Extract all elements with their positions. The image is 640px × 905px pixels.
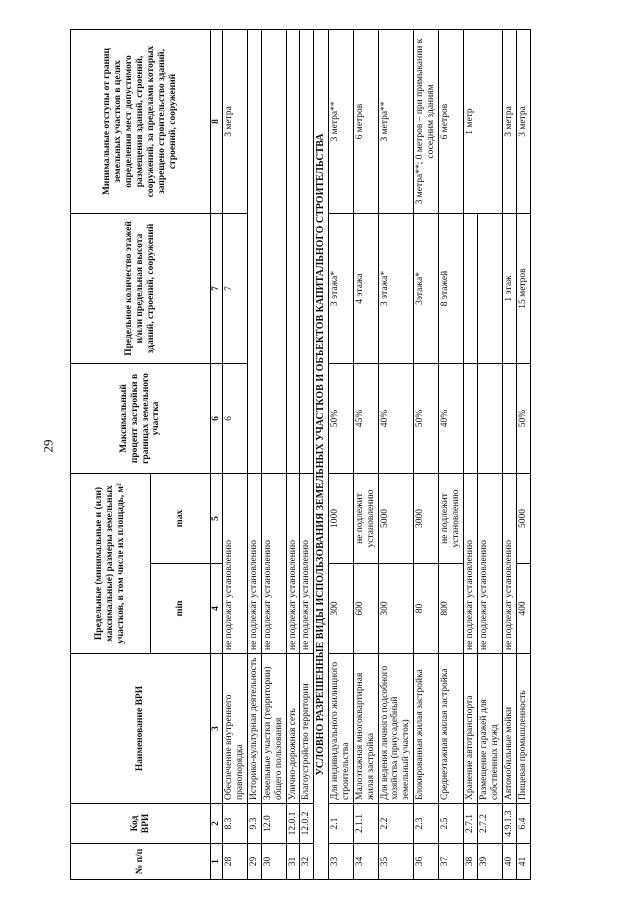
table-row: [300, 30, 314, 880]
col-number: 7: [211, 214, 223, 364]
table-row: [247, 30, 261, 880]
row-no: 34: [353, 844, 378, 880]
row-setback: 1 метр: [464, 30, 503, 214]
header-min: min: [151, 564, 211, 654]
row-floors: 4 этажа: [353, 214, 378, 364]
table-row: [439, 30, 464, 880]
header-no: № п/п: [71, 844, 211, 880]
row-setback: 6 метров: [353, 30, 378, 214]
header-floors: Предельное количество этажей и/или предельная высота зданий, строений, сооружений: [71, 214, 211, 364]
row-max: 5000: [516, 474, 530, 564]
row-area: не подлежат установлению: [286, 474, 300, 654]
row-setback: 3 метра: [502, 30, 516, 214]
header-name: Наименование ВРИ: [71, 654, 211, 804]
row-no: 36: [414, 844, 439, 880]
row-area: не подлежат установлению: [300, 474, 314, 654]
row-min: 600: [353, 564, 378, 654]
row-code: 2.1.1: [353, 804, 378, 844]
row-percent: 40%: [439, 364, 464, 474]
row-empty: [247, 30, 261, 474]
row-floors: 3 этажа*: [328, 214, 353, 364]
row-name: Автомобильные мойки: [502, 654, 516, 804]
header-max: max: [151, 474, 211, 564]
row-max: не подлежит установлению: [439, 474, 464, 564]
row-name: Обеспечение внутреннего правопорядка: [222, 654, 247, 804]
row-no: 29: [247, 844, 261, 880]
zoning-table: [70, 29, 531, 880]
row-area: не подлежат установлению: [261, 474, 286, 654]
table-row: [286, 30, 300, 880]
row-setback: 3 метра: [222, 30, 247, 214]
row-code: 2.1: [328, 804, 353, 844]
row-name: Для индивидуального жилищного строительства: [328, 654, 353, 804]
row-max: не подлежит установлению: [353, 474, 378, 564]
row-no: 32: [300, 844, 314, 880]
header-percent: Максимальный процент застройки в границах земельного участка: [71, 364, 211, 474]
table-row: [502, 30, 516, 880]
row-min: 300: [378, 564, 414, 654]
row-floors: 8 этажей: [439, 214, 464, 364]
row-name: Историко-культурная деятельность: [247, 654, 261, 804]
row-no: 39: [477, 844, 502, 880]
row-empty: [477, 214, 502, 364]
col-number: 2: [211, 804, 223, 844]
row-name: Малоэтажная многоквартирная жилая застройка: [353, 654, 378, 804]
row-percent: 50%: [516, 364, 530, 474]
row-no: 38: [464, 844, 478, 880]
table-row: [516, 30, 530, 880]
row-code: 2.5: [439, 804, 464, 844]
row-percent: 6: [222, 364, 247, 474]
col-number: 8: [211, 30, 223, 214]
row-code: 2.2: [378, 804, 414, 844]
row-no: 28: [222, 844, 247, 880]
row-area: не подлежат установлению: [477, 474, 502, 654]
table-row: [353, 30, 378, 880]
row-no: 31: [286, 844, 300, 880]
row-floors: 1 этаж: [502, 214, 516, 364]
row-empty: [464, 364, 478, 474]
col-number: 1: [211, 844, 223, 880]
table-row: [414, 30, 439, 880]
row-name: Благоустройство территории: [300, 654, 314, 804]
row-name: Размещение гаражей для собственных нужд: [477, 654, 502, 804]
row-code: 12.0: [261, 804, 286, 844]
row-floors: 3этажа*: [414, 214, 439, 364]
row-setback: 3 метра**: [378, 30, 414, 214]
row-no: 30: [261, 844, 286, 880]
page-number: 29: [40, 439, 56, 453]
column-number-row: [211, 30, 223, 880]
row-name: Хранение автотранспорта: [464, 654, 478, 804]
row-name: Улично-дорожная сеть: [286, 654, 300, 804]
row-min: 300: [328, 564, 353, 654]
row-name: Для ведения личного подсобного хозяйства (приусадебный земельный участок): [378, 654, 414, 804]
row-code: 12.0.2: [300, 804, 314, 844]
row-percent: 40%: [378, 364, 414, 474]
row-empty: [502, 364, 516, 474]
row-min: 800: [439, 564, 464, 654]
section-title: УСЛОВНО РАЗРЕШЕННЫЕ ВИДЫ ИСПОЛЬЗОВАНИЯ ЗЕМЕЛЬНЫХ УЧАСТКОВ И ОБЪЕКТОВ КАПИТАЛЬНОГО СТРОИТЕЛЬСТВА: [314, 30, 329, 880]
col-number: 6: [211, 364, 223, 474]
row-setback: 3 метра: [516, 30, 530, 214]
header-setback: Минимальные отступы от границ земельных участков в целях определения мест допустимого размещения зданий, строений, сооружений, за пределами которых запрещено строительство зданий, строений, сооружений: [71, 30, 211, 214]
row-code: 2.7.1: [464, 804, 478, 844]
row-area: не подлежат установлению: [222, 474, 247, 654]
row-code: 6.4: [516, 804, 530, 844]
row-code: 2.7.2: [477, 804, 502, 844]
section-row: [314, 30, 329, 880]
row-code: 2.3: [414, 804, 439, 844]
header-code: Код ВРИ: [71, 804, 211, 844]
row-empty: [286, 30, 300, 474]
row-name: Среднеэтажная жилая застройка: [439, 654, 464, 804]
row-min: 400: [516, 564, 530, 654]
row-percent: 45%: [353, 364, 378, 474]
row-floors: 7: [222, 214, 247, 364]
table-row: [261, 30, 286, 880]
row-empty: [261, 30, 286, 474]
row-name: Пищевая промышленность: [516, 654, 530, 804]
row-setback: 6 метров: [439, 30, 464, 214]
row-area: не подлежат установлению: [247, 474, 261, 654]
row-percent: 50%: [328, 364, 353, 474]
row-no: 37: [439, 844, 464, 880]
col-number: 3: [211, 654, 223, 804]
table-row: [378, 30, 414, 880]
row-name: Блокированная жилая застройка: [414, 654, 439, 804]
row-no: 41: [516, 844, 530, 880]
row-empty: [300, 30, 314, 474]
row-setback: 3 метра**: [328, 30, 353, 214]
row-code: 4.9.1.3: [502, 804, 516, 844]
row-setback: 3 метра**; 0 метров – при примыкании к соседним зданиям: [414, 30, 439, 214]
row-min: 80: [414, 564, 439, 654]
table-row: [328, 30, 353, 880]
row-name: Земельные участки (территории) общего пользования: [261, 654, 286, 804]
row-area: не подлежат установлению: [464, 474, 478, 654]
row-percent: 50%: [414, 364, 439, 474]
table-row: [222, 30, 247, 880]
row-floors: 15 метров: [516, 214, 530, 364]
col-number: 4: [211, 564, 223, 654]
row-area: не подлежат установлению: [502, 474, 516, 654]
row-code: 8.3: [222, 804, 247, 844]
col-number: 5: [211, 474, 223, 564]
row-empty: [464, 214, 478, 364]
table-row: [464, 30, 478, 880]
header-area: Предельные (минимальные и (или) максимальные) размеры земельных участков, в том числе их площадь, м²: [71, 474, 151, 654]
row-code: 12.0.1: [286, 804, 300, 844]
row-no: 33: [328, 844, 353, 880]
row-max: 3000: [414, 474, 439, 564]
row-max: 1000: [328, 474, 353, 564]
rotated-table-wrapper: [70, 30, 580, 880]
row-no: 40: [502, 844, 516, 880]
row-no: 35: [378, 844, 414, 880]
row-max: 5000: [378, 474, 414, 564]
row-floors: 3 этажа*: [378, 214, 414, 364]
row-empty: [477, 364, 502, 474]
row-code: 9.3: [247, 804, 261, 844]
